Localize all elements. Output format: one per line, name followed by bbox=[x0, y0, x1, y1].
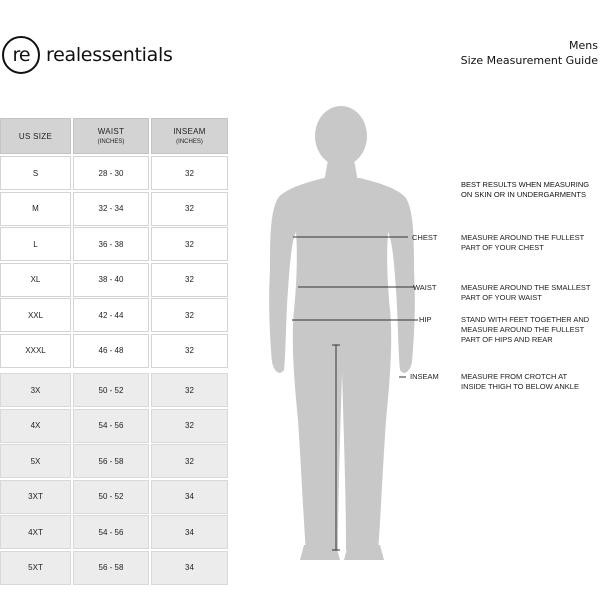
table-header bbox=[0, 118, 228, 154]
waist-cell: 50 - 52 bbox=[73, 373, 149, 407]
size-cell: 4XT bbox=[0, 515, 71, 549]
size-cell: 4X bbox=[0, 409, 71, 443]
waist-cell: 56 - 58 bbox=[73, 444, 149, 478]
table-row bbox=[0, 227, 228, 261]
brand-name: realessentials bbox=[46, 44, 173, 66]
table-row bbox=[0, 192, 228, 226]
table-row bbox=[0, 263, 228, 297]
inseam-cell: 32 bbox=[151, 227, 228, 261]
waist-cell: 38 - 40 bbox=[73, 263, 149, 297]
waist-cell: 36 - 38 bbox=[73, 227, 149, 261]
waist-cell: 54 - 56 bbox=[73, 409, 149, 443]
table-row bbox=[0, 444, 228, 478]
size-cell: XL bbox=[0, 263, 71, 297]
size-cell: 5XT bbox=[0, 551, 71, 585]
header-waist: WAIST (INCHES) bbox=[73, 118, 149, 154]
title-line-1: Mens bbox=[569, 39, 598, 52]
hip-label: HIP bbox=[419, 315, 432, 324]
size-table bbox=[0, 118, 228, 586]
inseam-cell: 32 bbox=[151, 409, 228, 443]
waist-cell: 50 - 52 bbox=[73, 480, 149, 514]
inseam-cell: 32 bbox=[151, 373, 228, 407]
header-size: US SIZE bbox=[0, 118, 71, 154]
table-row bbox=[0, 373, 228, 407]
size-cell: 5X bbox=[0, 444, 71, 478]
size-cell: XXL bbox=[0, 298, 71, 332]
waist-cell: 54 - 56 bbox=[73, 515, 149, 549]
body-silhouette bbox=[269, 106, 415, 560]
waist-cell: 32 - 34 bbox=[73, 192, 149, 226]
waist-cell: 42 - 44 bbox=[73, 298, 149, 332]
inseam-cell: 34 bbox=[151, 515, 228, 549]
chest-label: CHEST bbox=[412, 233, 438, 242]
table-row bbox=[0, 551, 228, 585]
size-cell: L bbox=[0, 227, 71, 261]
waist-cell: 46 - 48 bbox=[73, 334, 149, 368]
inseam-cell: 32 bbox=[151, 298, 228, 332]
size-cell: M bbox=[0, 192, 71, 226]
body-figure bbox=[256, 100, 456, 570]
inseam-cell: 32 bbox=[151, 334, 228, 368]
chest-instructions: MEASURE AROUND THE FULLEST PART OF YOUR CHEST bbox=[461, 233, 585, 252]
inseam-cell: 32 bbox=[151, 156, 228, 190]
waist-cell: 28 - 30 bbox=[73, 156, 149, 190]
table-row bbox=[0, 515, 228, 549]
table-row bbox=[0, 298, 228, 332]
waist-label: WAIST bbox=[413, 283, 437, 292]
waist-instructions: MEASURE AROUND THE SMALLEST PART OF YOUR WAIST bbox=[461, 283, 591, 302]
measuring-tip: BEST RESULTS WHEN MEASURING ON SKIN OR IN UNDERGARMENTS bbox=[461, 180, 590, 199]
table-row bbox=[0, 480, 228, 514]
inseam-cell: 32 bbox=[151, 444, 228, 478]
size-cell: 3X bbox=[0, 373, 71, 407]
header-inseam: INSEAM (INCHES) bbox=[151, 118, 228, 154]
logo-mark: re bbox=[2, 36, 40, 74]
brand-logo bbox=[2, 36, 173, 74]
inseam-cell: 32 bbox=[151, 192, 228, 226]
inseam-cell: 34 bbox=[151, 551, 228, 585]
page-title bbox=[461, 38, 598, 68]
inseam-cell: 34 bbox=[151, 480, 228, 514]
size-cell: 3XT bbox=[0, 480, 71, 514]
waist-cell: 56 - 58 bbox=[73, 551, 149, 585]
table-row bbox=[0, 334, 228, 368]
table-row bbox=[0, 409, 228, 443]
size-cell: XXXL bbox=[0, 334, 71, 368]
inseam-cell: 32 bbox=[151, 263, 228, 297]
inseam-instructions: MEASURE FROM CROTCH AT INSIDE THIGH TO BELOW ANKLE bbox=[461, 372, 579, 391]
table-row bbox=[0, 156, 228, 190]
size-cell: S bbox=[0, 156, 71, 190]
title-line-2: Size Measurement Guide bbox=[460, 54, 598, 67]
hip-instructions: STAND WITH FEET TOGETHER AND MEASURE AROUND THE FULLEST PART OF HIPS AND REAR bbox=[461, 315, 590, 344]
inseam-label: INSEAM bbox=[410, 372, 439, 381]
